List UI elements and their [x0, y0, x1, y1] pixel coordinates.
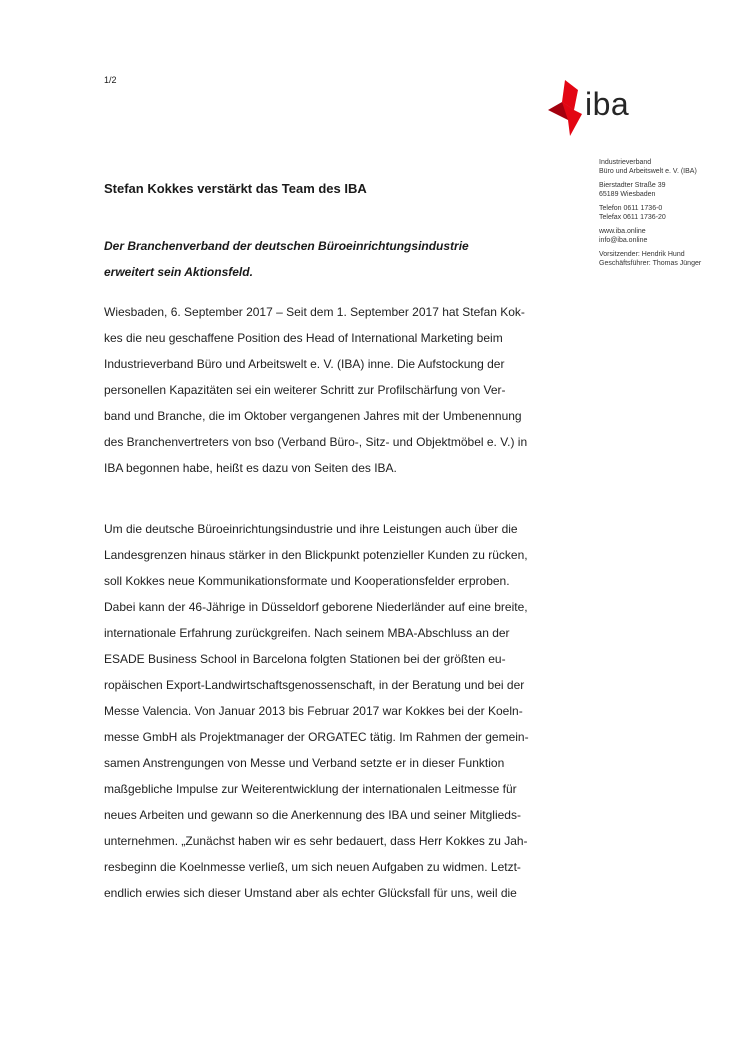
text-line: ropäischen Export-Landwirtschaftsgenossenschaft, in der Beratung und bei der — [104, 678, 525, 692]
sender-line: Industrieverband — [599, 159, 652, 166]
body-paragraph-2 — [104, 516, 596, 906]
sender-line: Vorsitzender: Hendrik Hund — [599, 251, 685, 258]
sender-phone — [599, 204, 739, 222]
sender-line: 65189 Wiesbaden — [599, 191, 656, 198]
subheadline-line: Der Branchenverband der deutschen Büroeinrichtungsindustrie — [104, 239, 469, 253]
press-headline: Stefan Kokkes verstärkt das Team des IBA — [104, 181, 367, 196]
text-line: ESADE Business School in Barcelona folgten Stationen bei der größten eu- — [104, 652, 506, 666]
sender-website: www.iba.online — [599, 228, 646, 235]
text-line: unternehmen. „Zunächst haben wir es sehr bedauert, dass Herr Kokkes zu Jah- — [104, 834, 528, 848]
text-line: Industrieverband Büro und Arbeitswelt e. V. (IBA) inne. Die Aufstockung der — [104, 357, 505, 371]
press-subheadline — [104, 233, 564, 285]
subheadline-line: erweitert sein Aktionsfeld. — [104, 265, 253, 279]
text-line: personellen Kapazitäten sei ein weiterer Schritt zur Profilschärfung von Ver- — [104, 383, 506, 397]
sender-info — [599, 158, 739, 273]
text-line: maßgebliche Impulse zur Weiterentwicklung der internationalen Leitmesse für — [104, 782, 517, 796]
sender-line: Bierstadter Straße 39 — [599, 182, 666, 189]
body-paragraph-1 — [104, 299, 596, 481]
text-line: soll Kokkes neue Kommunikationsformate und Kooperationsfelder erproben. — [104, 574, 510, 588]
iba-logo — [548, 80, 648, 136]
iba-logo-mark-icon — [548, 80, 582, 136]
sender-email: info@iba.online — [599, 237, 648, 244]
iba-logo-text: iba — [585, 86, 630, 122]
text-line: IBA begonnen habe, heißt es dazu von Seiten des IBA. — [104, 461, 397, 475]
text-line: des Branchenvertreters von bso (Verband Büro-, Sitz- und Objektmöbel e. V.) in — [104, 435, 528, 449]
sender-people — [599, 250, 739, 268]
text-line: Messe Valencia. Von Januar 2013 bis Februar 2017 war Kokkes bei der Koeln- — [104, 704, 523, 718]
sender-line: Geschäftsführer: Thomas Jünger — [599, 260, 702, 267]
text-line: Dabei kann der 46-Jährige in Düsseldorf geborene Niederländer auf eine breite, — [104, 600, 528, 614]
text-line: samen Anstrengungen von Messe und Verband setzte er in dieser Funktion — [104, 756, 505, 770]
sender-address — [599, 181, 739, 199]
page-number: 1/2 — [104, 75, 117, 85]
text-line: Landesgrenzen hinaus stärker in den Blickpunkt potenzieller Kunden zu rücken, — [104, 548, 528, 562]
text-line: resbeginn die Koelnmesse verließ, um sich neuen Aufgaben zu widmen. Letzt- — [104, 860, 521, 874]
sender-line: Telefax 0611 1736-20 — [599, 214, 666, 221]
text-line: neues Arbeiten und gewann so die Anerkennung des IBA und seiner Mitglieds- — [104, 808, 521, 822]
text-line: Um die deutsche Büroeinrichtungsindustrie und ihre Leistungen auch über die — [104, 522, 518, 536]
text-line: band und Branche, die im Oktober vergangenen Jahres mit der Umbenennung — [104, 409, 522, 423]
text-line: internationale Erfahrung zurückgreifen. Nach seinem MBA-Abschluss an der — [104, 626, 510, 640]
text-line: endlich erwies sich dieser Umstand aber als echter Glücksfall für uns, weil die — [104, 886, 517, 900]
sender-line: Büro und Arbeitswelt e. V. (IBA) — [599, 168, 697, 175]
text-line: Wiesbaden, 6. September 2017 – Seit dem 1. September 2017 hat Stefan Kok- — [104, 305, 525, 319]
sender-organization — [599, 158, 739, 176]
sender-web — [599, 227, 739, 245]
text-line: messe GmbH als Projektmanager der ORGATEC tätig. Im Rahmen der gemein- — [104, 730, 529, 744]
sender-line: Telefon 0611 1736-0 — [599, 205, 663, 212]
text-line: kes die neu geschaffene Position des Head of International Marketing beim — [104, 331, 503, 345]
